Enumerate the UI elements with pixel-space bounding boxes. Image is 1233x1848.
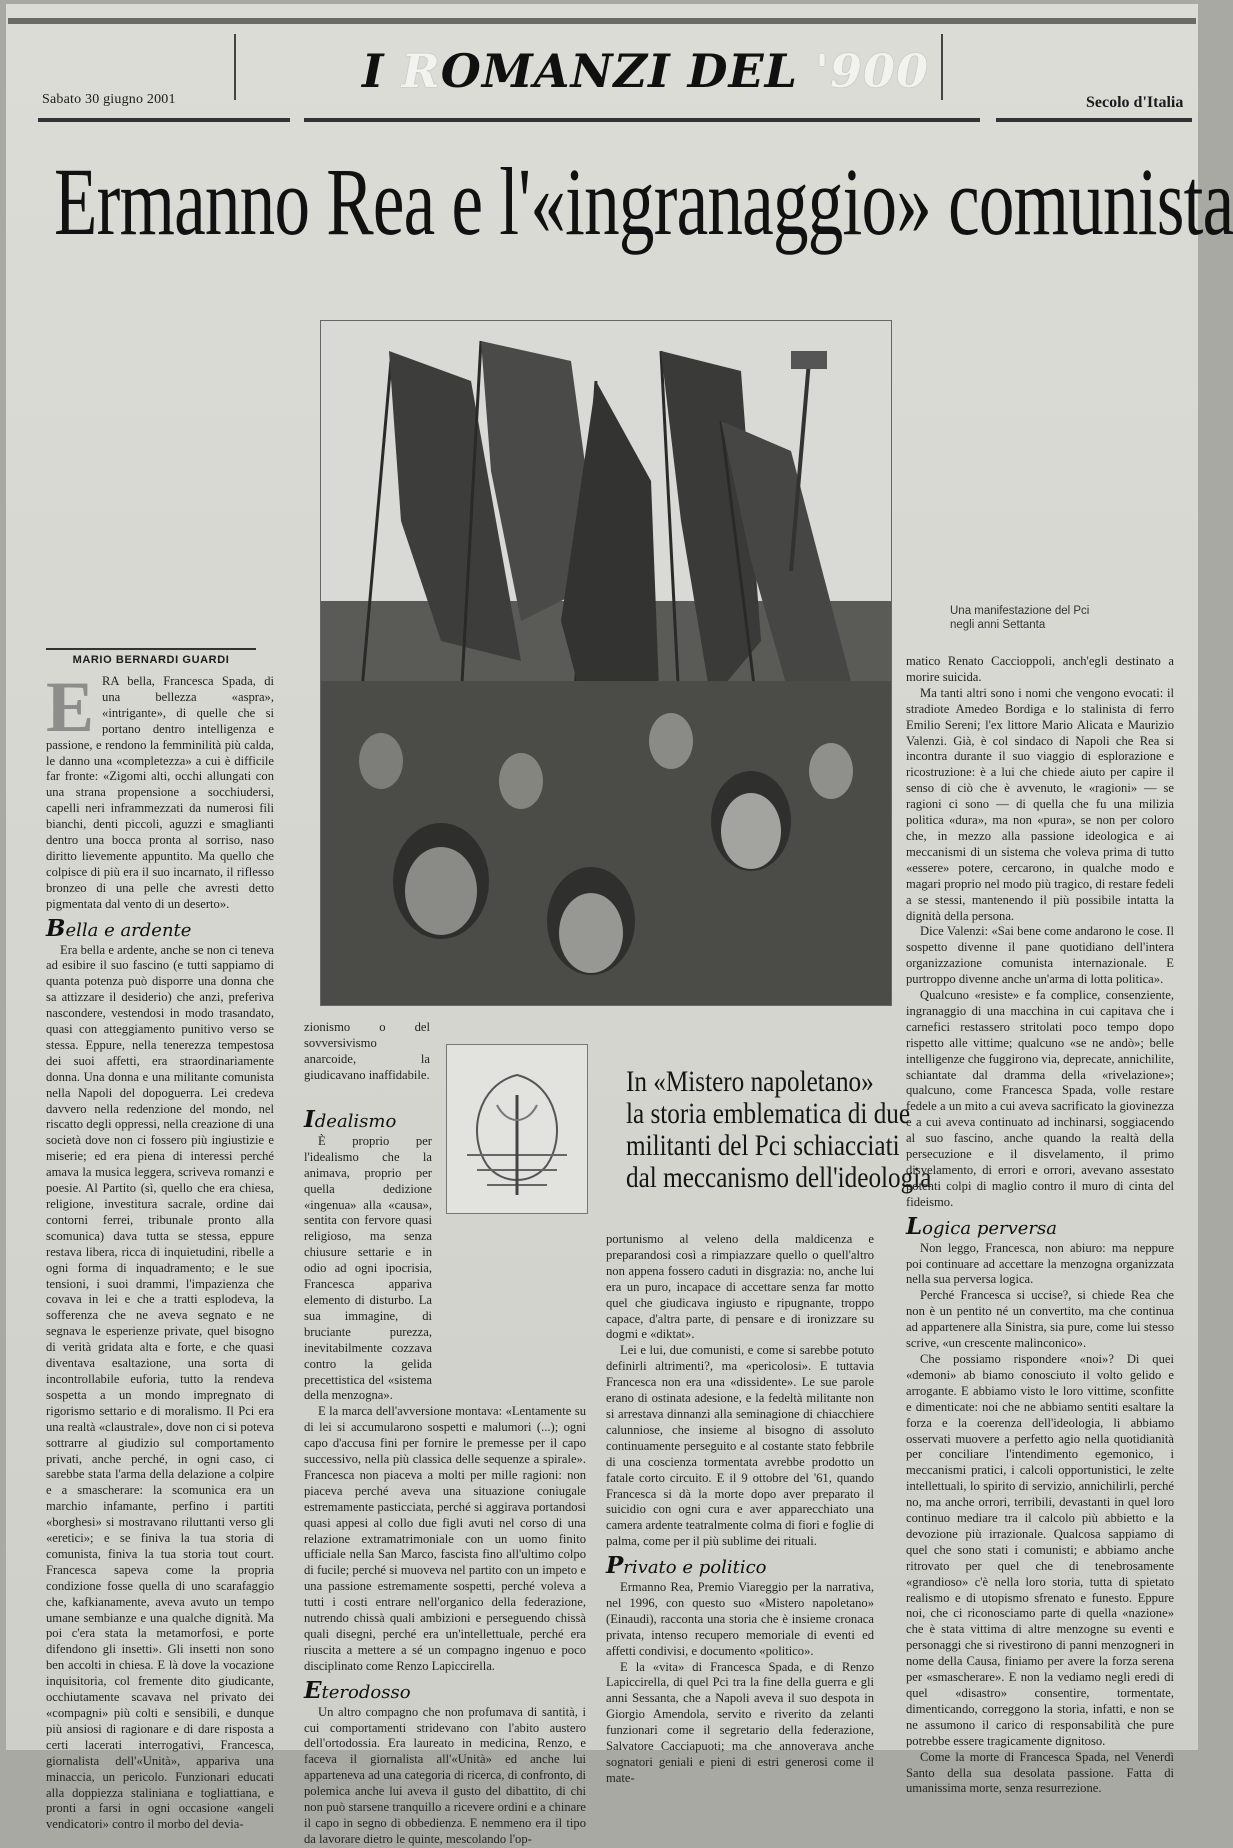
- paragraph: matico Renato Caccioppoli, anch'egli destinato a morire suicida.: [906, 654, 1174, 684]
- photo-caption: [950, 604, 1089, 632]
- series-year-apostrophe: ': [814, 44, 831, 98]
- pull-quote-line-2: la storia emblematica di due: [626, 1097, 911, 1130]
- lead-text: RA bella, Francesca Spada, di una bellezza «aspra», «intrigante», di quelle che si portano dentro intelligenza e passione, e rendono la femminilità più calda, le danno una «completezza» a cui è difficile far fronte: «Zigomi alti, occhi allungati con una strana propensione a socchiudersi, capelli neri inframmezzati da numerosi fili bianchi, denti piccoli, aguzzi e smaglianti dentro una bocca pronta al sorriso, naso diritto lievemente appuntito. Ma quello che colpisce di più era il suo incarnato, il riflesso bronzeo di una pelle che avresti detto pigmentata dal vento di un deserto».: [46, 674, 274, 911]
- paragraph: Era bella e ardente, anche se non ci teneva ad esibire il suo fascino (e tutti sappiamo di quanta potenza può disporre una donna che sa attizzare il desiderio) che anzi, preferiva nascondere, vestendosi in modo trasandato, quasi con atteggiamento punitivo verso se stessa. Eppure, nella tenerezza tempestosa dei suoi affetti, era straordinariamente donna. Una donna e una militante comunista nella Napoli del dopoguerra. Lei credeva davvero nella redenzione del mondo, nel riscatto degli oppressi, nella creazione di una società dove non ci fossero più ingiustizie e miserie; ed era piena di interessi perché amava la musica leggera, scriveva romanzi e poesie. Al Partito (sì, quello che era chiesa, religione, investitura sacrale, ordine dai contorni ferrei, tribunale pronto alla scomunica) dava tutta se stessa, eppure restava libera, ricca di inquietudini, ribelle a ogni forma di inquadramento; e le sue tensioni, i suoi drammi, l'impazienza che covava in lei e che a tratti esplodeva, la sofferenza che ne aveva segnato e ne segnava le esperienze private, quel bisogno di verità gridata alta e forte, e che quasi diventava esaltazione, una sorta di incontrollabile euforia, tutto la rendeva sospetta a un mondo impregnato di rigorismo settario e di moralismo. Il Pci era una realtà «claustrale», dove non ci si poteva sottrarre al giudizio sul comportamento privati, anche perché, in ogni caso, ci sarebbe stata l'arma della delazione a colpire e a smascherare: la scomunica era un marchio infamante, perfino i partiti «borghesi» si mostravano riluttanti verso gli «eretici»; e se finiva la tua storia di comunista, finiva la tua storia tout court. Francesca sapeva come la propria condizione fosse quella di uno scarafaggio che, kafkianamente, aveva avuto un tempo umane sembianze e una qualche dignità. Ma poi c'era stata la metamorfosi, e porte difendono gli insetti». Gli insetti non sono ben accolti in chiesa. E là dove la vocazione inquisitoria, col fremente dito giudicante, occhiutamente scavava nel privato dei «compagni» più colti e sensibili, e dunque più ansiosi di ragionare e di dare risposta a certi lacerati interrogativi, Francesca, giornalista dell'«Unità», appariva una minaccia, un pericolo. Funzionari educati alla doppiezza staliniana e togliattiana, e pronti a farsi in ogni occasione «angeli vendicatori» contro il morbo del devia-: [46, 942, 274, 1832]
- series-initial: R: [401, 44, 441, 98]
- column-4: [906, 654, 1174, 1796]
- subhead-bella-e-ardente: Bella e ardente: [46, 914, 192, 942]
- paragraph: Lei e lui, due comunisti, e come si sarebbe potuto definirli altrimenti?, ma «pericolosi». E tuttavia Francesca non era una «dissidente». Le sue parole erano di ostinata adesione, e la fedeltà militante non si arrestava dinnanzi alla seminagione di chiacchiere calunniose, che insieme al bisogno di assoluto continuamente perseguito e al costante stato febbrile di una coscienza tormentata avrebbe prodotto un fatale corto circuito. E il 9 ottobre del '61, quando Francesca si dà la morte dopo aver preparato il suicidio con ogni cura e aver apparecchiato una camera ardente teatralmente colma di fiori e foglie di palma, come per il più sublime dei rituali.: [606, 1343, 874, 1549]
- top-border: [8, 18, 1196, 24]
- series-prefix: I: [362, 44, 385, 98]
- pull-quote-line-4: dal meccanismo dell'ideologia: [626, 1161, 932, 1194]
- byline-rule: [46, 648, 256, 650]
- paragraph: Come la morte di Francesca Spada, nel Venerdì Santo della sua desolata passione. Fatta di umanissima morte, senza resurrezione.: [906, 1749, 1174, 1796]
- column-1: [46, 667, 274, 1832]
- paragraph: E la «vita» di Francesca Spada, e di Renzo Lapiccirella, di quel Pci tra la fine della guerra e gli anni Sessanta, che a Napoli aveva il suo despota in Giorgio Amendola, servito e riverito da zelanti funzionari come il segretario della federazione, Salvatore Cacciapuoti; ma che annoverava anche sognatori geniali e pieni di estri generosi come il mate-: [606, 1659, 874, 1785]
- paragraph: Non leggo, Francesca, non abiuro: ma neppure poi continuare ad accettare la menzogna organizzata nella sua perversa logica.: [906, 1240, 1174, 1287]
- date-underline: [38, 118, 290, 122]
- paragraph: Ermanno Rea, Premio Viareggio per la narrativa, nel 1996, con questo suo «Mistero napoletano» (Einaudi), racconta una storia che è insieme cronaca privata, intenso recupero memoriale di eventi ed affetti condivisi, e documento «politico».: [606, 1580, 874, 1658]
- newspaper-page: [6, 4, 1233, 1846]
- paragraph: Ma tanti altri sono i nomi che vengono evocati: il stradiote Amedeo Bordiga e lo stalinista di ferro Emilio Sereni; l'ex littore Mario Alicata e Maurizio Valenzi. Già, è col sindaco di Napoli che Rea si incontra durante il suo viaggio di esplorazione e ricostruzione: è a lui che chiede aiuto per capire il senso di ciò che è avvenuto, le «ragioni» — se ragioni ci sono — di quella che fu una milizia politica «dura», ma non «pura», se non per coloro che, in mezzo alla passione ideologica e ai meccanismi di un sistema che voleva prima di tutto «essere» potere, cercarono, in qualche modo e magari proprio nel modo più tragico, di restare fedeli a se stessi, mantenendo il più possibile intatta la dignità della persona.: [906, 685, 1174, 923]
- paragraph: Dice Valenzi: «Sai bene come andarono le cose. Il sospetto divenne il pane quotidiano dell'intera organizzazione comunista internazionale. E purtroppo divenne anche un'arma di lotta politica».: [906, 924, 1174, 987]
- lead-paragraph: [46, 667, 274, 913]
- masthead: Secolo d'Italia: [1086, 94, 1184, 111]
- masthead-underline: [996, 118, 1192, 122]
- photo-manifestazione: [320, 320, 892, 1006]
- subhead-eterodosso: Eterodosso: [304, 1676, 411, 1704]
- series-year: 900: [830, 44, 930, 98]
- pull-quote-line-3: militanti del Pci schiacciati: [626, 1129, 900, 1162]
- paragraph: Qualcuno «resiste» e fa complice, consenziente, ingranaggio di una macchina in cui capitava che i carnefici restassero stritolati poco tempo dopo rispetto alle vittime; qualcuno «se ne andò»; belle intelligenze che fuggirono via, deprecate, annichilite, schiantate dal dramma della «rivelazione»; qualcuno, come Francesca Spada, volle restare fedele a un mito a cui aveva sacrificato la giovinezza e a cui aveva continuato ad inchinarsi, soggiacendo al suo fascino, anche quando la realtà della persecuzione e il disvelamento, il primo disvelamento, di errori e orrori, avevano assestato potenti colpi di maglio contro il muro di cinta del fideismo.: [906, 988, 1174, 1209]
- issue-date: Sabato 30 giugno 2001: [42, 92, 176, 107]
- series-underline: [304, 118, 980, 122]
- pull-quote: [626, 1066, 931, 1194]
- byline: MARIO BERNARDI GUARDI: [72, 654, 230, 666]
- column-3: [606, 1232, 874, 1785]
- header-divider-right: [941, 34, 943, 100]
- header-divider-left: [234, 34, 236, 100]
- paragraph: Che possiamo rispondere «noi»? Di quei «demoni» ab biamo conosciuto il volto gelido e arrogante. E abbiamo visto le loro vittime, sconfitte e dimenticate: noi che ne abbiamo sentiti esaltare la forza e la coerenza dell'ideologia, li abbiamo osservati muovere a perfetto agio nella quotidianità per conciliare l'intendimento egemonico, i meccanismi pratici, i calcoli opportunistici, le zelte intellettuali, lo spirito di servizio, annichilirli, perché no, ma anche orrori, terribili, devastanti in quel loro continuo mediare tra il calcolo più abbietto e la devozione più irrazionale. Qualcosa sappiamo di quel che sono stati i comunisti; e abbiamo anche ritrovato per quel che di tenebrosamente «grandioso» c'è nella loro storia, tutta di spietato realismo e di utopismo sfrenato e funesto. Eppure noi, che ci riconosciamo parte di quella «nazione» che è stata vittima di altre menzogne su eventi e personaggi che si rivestirono di panni menzogneri in nome della Causa, finiamo per avere la forza serena per «smascherare». E non la vediamo negli eredi di quel «disastro» consentire, tormentate, dimenticando, correggono la storia, infatti, e non se ne assumono il carico di responsabilità che pure potrebbe essere tragicamente dignitoso.: [906, 1351, 1174, 1748]
- subhead-privato-e-politico: Privato e politico: [606, 1552, 767, 1580]
- subhead-logica-perversa: Logica perversa: [906, 1212, 1057, 1240]
- paragraph: E la marca dell'avversione montava: «Lentamente su di lei si accumularono sospetti e malumori (...); ogni capo d'accusa fini per fornire le premesse per il capo successivo, nella più classica delle sequenze a spirale». Francesca non piaceva a molti per mille ragioni: non piaceva perché aveva una situazione coniugale estremamente pasticciata, perché si aggirava portandosi quasi appesi al collo due figli avuti nel corso di una relazione extramatrimoniale con un uomo finito ufficiale nella San Marco, fascista fino all'ultimo colpo di fucile; perché si muoveva nel partito con un impeto e una passione estremamente sospetti, perché voleva a tutti i costi entrare nell'organico della federazione, nutrendo chissà quali ambizioni e perseguendo chissà quali disegni, perché era un'intellettuale, perché era riuscita a mettere a sé un compagno ingenuo e poco disciplinato come Renzo Lapiccirella.: [304, 1404, 586, 1673]
- photo-illustration: [321, 321, 891, 1005]
- paragraph: È proprio per l'idealismo che la animava, proprio per quella dedizione «ingenua» alla «causa», sentita con fervore quasi religioso, ma senza chiusure settarie e in odio ad ogni ipocrisia, Francesca appariva elemento di disturbo. La sua immagine, di bruciante purezza, inevitabilmente cozzava contro la gelida precettistica del «sistema della menzogna».: [304, 1133, 432, 1403]
- paragraph: portunismo al veleno della maldicenza e preparandosi così a rimpiazzare quello o quell'altro non appena fossero caduti in disgrazia: no, anche lui era un puro, incapace di accettare senza far motto quel che giudicava ingiusto e ripugnante, troppo capace, d'altra parte, di pensare e di ironizzare su dogmi e «diktat».: [606, 1232, 874, 1342]
- pull-quote-line-1: In «Mistero napoletano»: [626, 1065, 874, 1098]
- series-title: [362, 44, 929, 98]
- paragraph: Perché Francesca si uccise?, si chiede Rea che non è un pentito né un convertito, ma che continua ad appartenere alla Sinistra, sia pure, come lui stesso scrive, «un crescente malinconico».: [906, 1288, 1174, 1351]
- photo-caption-line-1: Una manifestazione del Pci: [950, 605, 1090, 617]
- paragraph: zionismo o del sovversivismo anarcoide, la giudicavano inaffidabile.: [304, 1020, 430, 1082]
- paragraph: Un altro compagno che non profumava di santità, i cui comportamenti stridevano con l'abito austero dell'ortodossia. Era laureato in medicina, Renzo, e faceva il giornalista all'«Unità» ed anche lui apparteneva ad una categoria di ricerca, di confronto, di polemica anche lui aveva il gusto del dibattito, di chi non può starsene tranquillo a ricevere ordini e a chinare il capo in segno di obbedienza. E nemmeno era il tipo da lavorare dietro le quinte, mescolando l'op-: [304, 1704, 586, 1846]
- headline: Ermanno Rea e l'«ingranaggio» comunista: [54, 148, 1233, 255]
- drop-cap: E: [46, 667, 95, 747]
- subhead-idealismo: Idealismo: [304, 1106, 397, 1133]
- photo-caption-line-2: negli anni Settanta: [950, 619, 1046, 631]
- column-2: [304, 1106, 586, 1846]
- series-word: OMANZI DEL: [440, 44, 798, 98]
